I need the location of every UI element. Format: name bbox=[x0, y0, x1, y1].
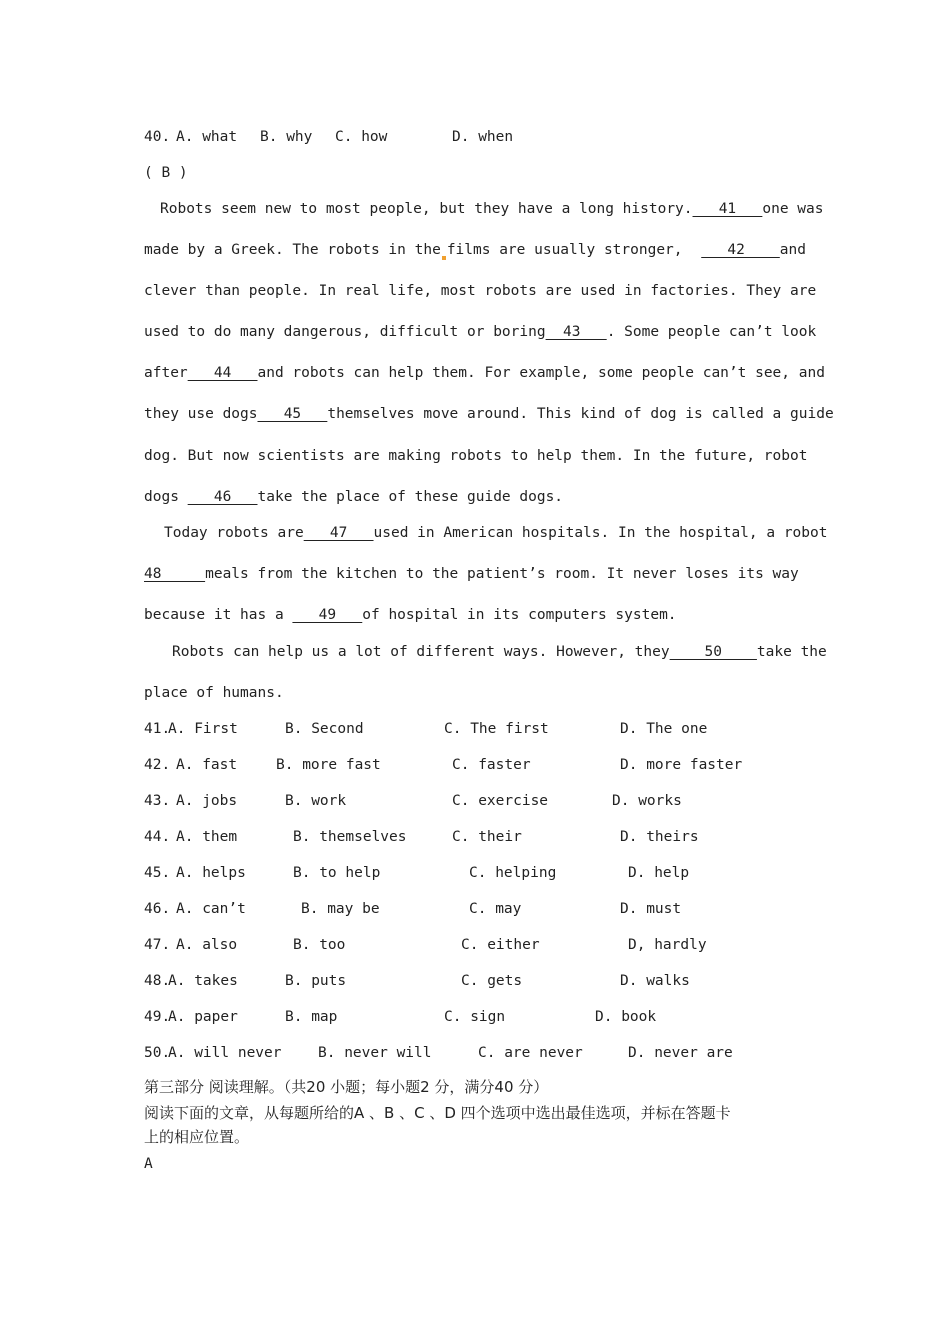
option-b: B. puts bbox=[285, 973, 347, 989]
option-a: A. helps bbox=[176, 865, 246, 881]
passage-text: themselves move around. This kind of dog is called a guide bbox=[327, 406, 834, 422]
passage-text: . Some people can’t look bbox=[606, 324, 817, 340]
option-b: B. to help bbox=[293, 865, 381, 881]
option-number: 48. bbox=[144, 973, 171, 989]
option-c: C. their bbox=[452, 829, 522, 845]
blank-42: 42 bbox=[701, 242, 780, 258]
option-d: D, hardly bbox=[628, 937, 707, 953]
option-a: A. First bbox=[168, 721, 238, 737]
blank-49: 49 bbox=[292, 607, 363, 623]
part3-instruction: 上的相应位置。 bbox=[144, 1128, 250, 1146]
passage-line bbox=[144, 240, 806, 260]
passage-text: and bbox=[779, 242, 806, 258]
passage-line bbox=[144, 605, 677, 625]
option-number: 45. bbox=[144, 865, 171, 881]
passage-text: used in American hospitals. In the hospital, a robot bbox=[373, 525, 828, 541]
passage-text: dog. But now scientists are making robots to help them. In the future, robot bbox=[144, 448, 808, 464]
q40-option-d: D. when bbox=[452, 129, 514, 145]
option-a: A. can’t bbox=[176, 901, 246, 917]
blank-47: 47 bbox=[303, 525, 374, 541]
option-d: D. must bbox=[620, 901, 682, 917]
passage-line bbox=[144, 487, 563, 507]
part3-heading: 第三部分 阅读理解。（共20 小题；每小题2 分，满分40 分） bbox=[144, 1078, 549, 1096]
option-a: A. also bbox=[176, 937, 238, 953]
q40-option-b: B. why bbox=[260, 129, 313, 145]
option-c: C. The first bbox=[444, 721, 549, 737]
blank-46: 46 bbox=[187, 489, 258, 505]
passage-line bbox=[144, 564, 806, 584]
option-number: 49. bbox=[144, 1009, 171, 1025]
option-d: D. walks bbox=[620, 973, 690, 989]
blank-50: 50 bbox=[669, 644, 757, 660]
option-a: A. them bbox=[176, 829, 238, 845]
passage-line bbox=[144, 281, 817, 301]
option-d: D. book bbox=[595, 1009, 657, 1025]
option-a: A. fast bbox=[176, 757, 238, 773]
passage-line bbox=[144, 404, 834, 424]
option-b: B. Second bbox=[285, 721, 364, 737]
passage-text: and robots can help them. For example, some people can’t see, and bbox=[257, 365, 825, 381]
passage-line bbox=[160, 199, 824, 219]
passage-text: Robots seem new to most people, but they have a long history. bbox=[160, 201, 693, 217]
passage-text: after bbox=[144, 365, 188, 381]
option-number: 46. bbox=[144, 901, 171, 917]
option-c: C. are never bbox=[478, 1045, 583, 1061]
option-number: 50. bbox=[144, 1045, 171, 1061]
blank-48: 48 bbox=[144, 566, 206, 582]
option-d: D. theirs bbox=[620, 829, 699, 845]
blank-44: 44 bbox=[187, 365, 258, 381]
passage-text: Robots can help us a lot of different ways. However, they bbox=[172, 644, 670, 660]
option-b: B. may be bbox=[301, 901, 380, 917]
option-c: C. gets bbox=[461, 973, 523, 989]
option-c: C. exercise bbox=[452, 793, 549, 809]
option-a: A. takes bbox=[168, 973, 238, 989]
passage-line: place of humans. bbox=[144, 685, 284, 701]
passage-text: clever than people. In real life, most robots are used in factories. They are bbox=[144, 283, 817, 299]
option-c: C. may bbox=[469, 901, 522, 917]
option-a: A. will never bbox=[168, 1045, 282, 1061]
option-d: D. help bbox=[628, 865, 690, 881]
passage-text: made by a Greek. The robots in the bbox=[144, 242, 441, 258]
q40-option-a: A. what bbox=[176, 129, 238, 145]
option-a: A. paper bbox=[168, 1009, 238, 1025]
option-b: B. more fast bbox=[276, 757, 381, 773]
option-number: 41. bbox=[144, 721, 171, 737]
passage-text: take the bbox=[756, 644, 827, 660]
section-b-label: ( B ) bbox=[144, 165, 188, 181]
passage-text: meals from the kitchen to the patient’s room. It never loses its way bbox=[205, 566, 799, 582]
option-d: D. more faster bbox=[620, 757, 743, 773]
passage-text: Today robots are bbox=[164, 525, 304, 541]
option-b: B. work bbox=[285, 793, 347, 809]
passage-text: because it has a bbox=[144, 607, 284, 623]
passage-line bbox=[164, 523, 828, 543]
q40-number: 40. bbox=[144, 129, 171, 145]
option-b: B. map bbox=[285, 1009, 338, 1025]
passage-text: dogs bbox=[144, 489, 179, 505]
option-number: 43. bbox=[144, 793, 171, 809]
q40-option-c: C. how bbox=[335, 129, 388, 145]
option-d: D. never are bbox=[628, 1045, 733, 1061]
passage-text: of hospital in its computers system. bbox=[362, 607, 677, 623]
blank-41: 41 bbox=[692, 201, 763, 217]
option-c: C. faster bbox=[452, 757, 531, 773]
option-b: B. too bbox=[293, 937, 346, 953]
part3-instruction: 阅读下面的文章，从每题所给的A 、B 、C 、D 四个选项中选出最佳选项，并标在答题卡 bbox=[144, 1104, 731, 1122]
option-number: 47. bbox=[144, 937, 171, 953]
blank-45: 45 bbox=[257, 406, 328, 422]
option-d: D. The one bbox=[620, 721, 708, 737]
option-c: C. either bbox=[461, 937, 540, 953]
passage-text: used to do many dangerous, difficult or boring bbox=[144, 324, 546, 340]
option-number: 42. bbox=[144, 757, 171, 773]
option-c: C. sign bbox=[444, 1009, 506, 1025]
blank-43: 43 bbox=[545, 324, 607, 340]
passage-text: take the place of these guide dogs. bbox=[257, 489, 564, 505]
highlight-mark bbox=[442, 256, 446, 260]
passage-text: they use dogs bbox=[144, 406, 258, 422]
option-b: B. never will bbox=[318, 1045, 432, 1061]
option-number: 44. bbox=[144, 829, 171, 845]
passage-text: films are usually stronger, bbox=[446, 242, 683, 258]
option-b: B. themselves bbox=[293, 829, 407, 845]
passage-line bbox=[144, 363, 825, 383]
option-c: C. helping bbox=[469, 865, 557, 881]
passage-line bbox=[172, 642, 827, 662]
option-a: A. jobs bbox=[176, 793, 238, 809]
section-a-label: A bbox=[144, 1156, 153, 1172]
passage-text: one was bbox=[762, 201, 824, 217]
option-d: D. works bbox=[612, 793, 682, 809]
passage-line bbox=[144, 446, 806, 466]
passage-line bbox=[144, 322, 817, 342]
